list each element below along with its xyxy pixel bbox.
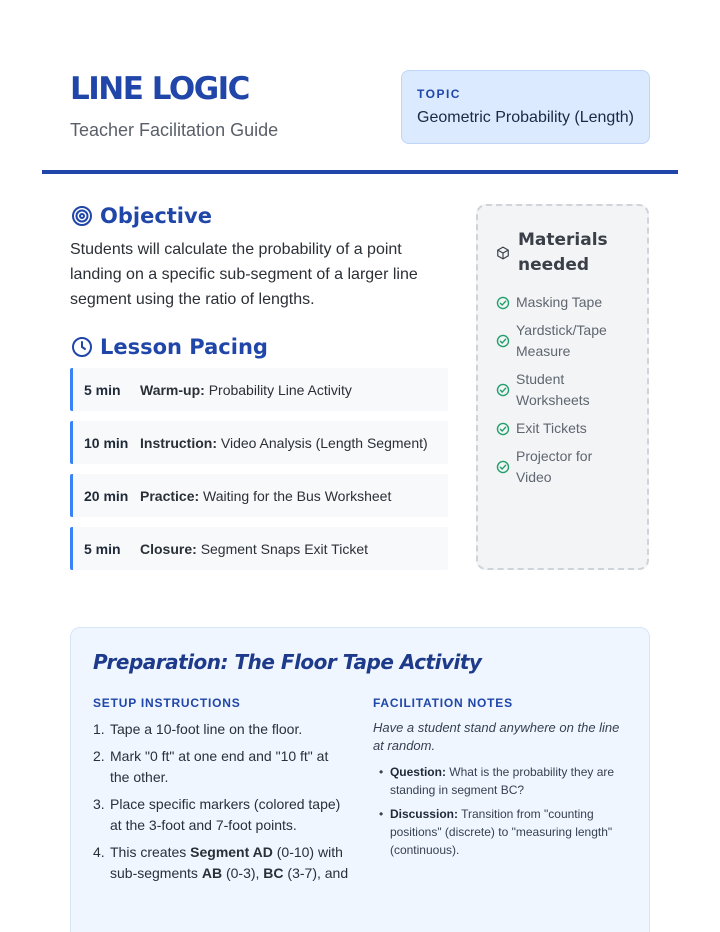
preparation-card <box>70 627 650 932</box>
page-subtitle: Teacher Facilitation Guide <box>70 120 279 140</box>
page-title: LINE LOGIC <box>70 71 249 107</box>
step-text: Mark "0 ft" at one end and "10 ft" at the other. <box>110 748 329 785</box>
check-circle-icon <box>496 334 510 348</box>
pacing-time: 10 min <box>84 434 129 451</box>
pacing-desc: Video Analysis (Length Segment) <box>220 434 428 451</box>
pacing-row <box>70 421 448 464</box>
setup-column <box>93 696 373 890</box>
materials-item <box>496 446 629 488</box>
materials-item <box>496 418 629 439</box>
notes-column <box>373 696 627 890</box>
objective-title: Objective <box>100 204 212 228</box>
check-circle-icon <box>496 383 510 397</box>
setup-step <box>93 746 373 788</box>
materials-item <box>496 320 629 362</box>
step-text <box>110 842 350 884</box>
setup-label: SETUP INSTRUCTIONS <box>93 696 241 710</box>
materials-item-label: Masking Tape <box>516 294 603 310</box>
pacing-desc: Segment Snaps Exit Ticket <box>200 540 368 557</box>
pacing-desc: Probability Line Activity <box>208 381 352 398</box>
step-number: 4. <box>93 844 105 860</box>
step-number: 2. <box>93 748 105 764</box>
pacing-label: Instruction: <box>140 434 217 451</box>
note-item <box>373 763 627 799</box>
setup-steps <box>93 719 373 884</box>
note-text: Transition from "counting positions" (discrete) to "measuring length" (continuous). <box>389 807 613 857</box>
notes-label: FACILITATION NOTES <box>372 696 513 710</box>
notes-list <box>373 763 627 859</box>
materials-item-label: Student Worksheets <box>516 371 590 408</box>
header-divider <box>42 170 678 174</box>
setup-step <box>93 842 373 884</box>
step-text-part: This creates <box>110 844 191 860</box>
materials-item-label: Yardstick/Tape Measure <box>516 322 607 359</box>
step-number: 1. <box>93 721 105 737</box>
step-text-bold: AB <box>201 865 223 881</box>
step-text-bold: Segment AD <box>190 844 273 860</box>
check-circle-icon <box>496 460 510 474</box>
pacing-desc: Waiting for the Bus Worksheet <box>203 487 392 504</box>
setup-step <box>93 794 373 836</box>
pacing-row <box>70 527 448 570</box>
materials-item <box>496 369 629 411</box>
note-label: Question: <box>389 765 446 779</box>
note-label: Discussion: <box>389 807 458 821</box>
check-circle-icon <box>496 422 510 436</box>
pacing-row <box>70 368 448 411</box>
pacing-time: 20 min <box>84 487 129 504</box>
preparation-title: Preparation: The Floor Tape Activity <box>93 650 482 674</box>
topic-value: Geometric Probability (Length) <box>417 109 634 126</box>
topic-box <box>401 70 650 144</box>
topic-label: TOPIC <box>417 87 461 101</box>
bullet: • <box>378 807 384 821</box>
clock-icon <box>70 335 94 359</box>
target-icon <box>70 204 94 228</box>
pacing-time: 5 min <box>84 540 121 557</box>
pacing-list <box>70 368 448 580</box>
bullet: • <box>378 765 384 779</box>
note-text: What is the probability they are standing in segment BC? <box>389 765 615 797</box>
note-item <box>373 805 627 859</box>
step-text: Place specific markers (colored tape) at the 3-foot and 7-foot points. <box>110 796 341 833</box>
pacing-heading <box>70 335 268 359</box>
step-text-part: (0-3), <box>222 865 264 881</box>
pacing-row <box>70 474 448 517</box>
pacing-time: 5 min <box>84 381 121 398</box>
step-text-part: (3-7), and <box>283 865 349 881</box>
materials-item <box>496 292 629 313</box>
setup-step <box>93 719 373 740</box>
materials-heading <box>496 228 629 278</box>
box-icon <box>496 246 510 260</box>
step-text-bold: BC <box>263 865 284 881</box>
header <box>70 70 278 141</box>
pacing-title: Lesson Pacing <box>100 335 268 359</box>
pacing-label: Warm-up: <box>140 381 205 398</box>
check-circle-icon <box>496 296 510 310</box>
materials-item-label: Exit Tickets <box>516 420 587 436</box>
pacing-label: Practice: <box>140 487 200 504</box>
notes-intro: Have a student stand anywhere on the line at random. <box>372 720 620 753</box>
step-text: Tape a 10-foot line on the floor. <box>110 721 303 737</box>
objective-heading <box>70 204 212 228</box>
materials-card <box>476 204 649 570</box>
objective-text: Students will calculate the probability of a point landing on a specific sub-segment of a larger line segment using the ratio of lengths. <box>70 241 418 308</box>
materials-title: Materials needed <box>518 230 608 275</box>
step-text-part: (0-10) with sub-segments <box>110 844 343 881</box>
step-number: 3. <box>93 796 105 812</box>
pacing-label: Closure: <box>140 540 197 557</box>
materials-item-label: Projector for Video <box>516 448 593 485</box>
